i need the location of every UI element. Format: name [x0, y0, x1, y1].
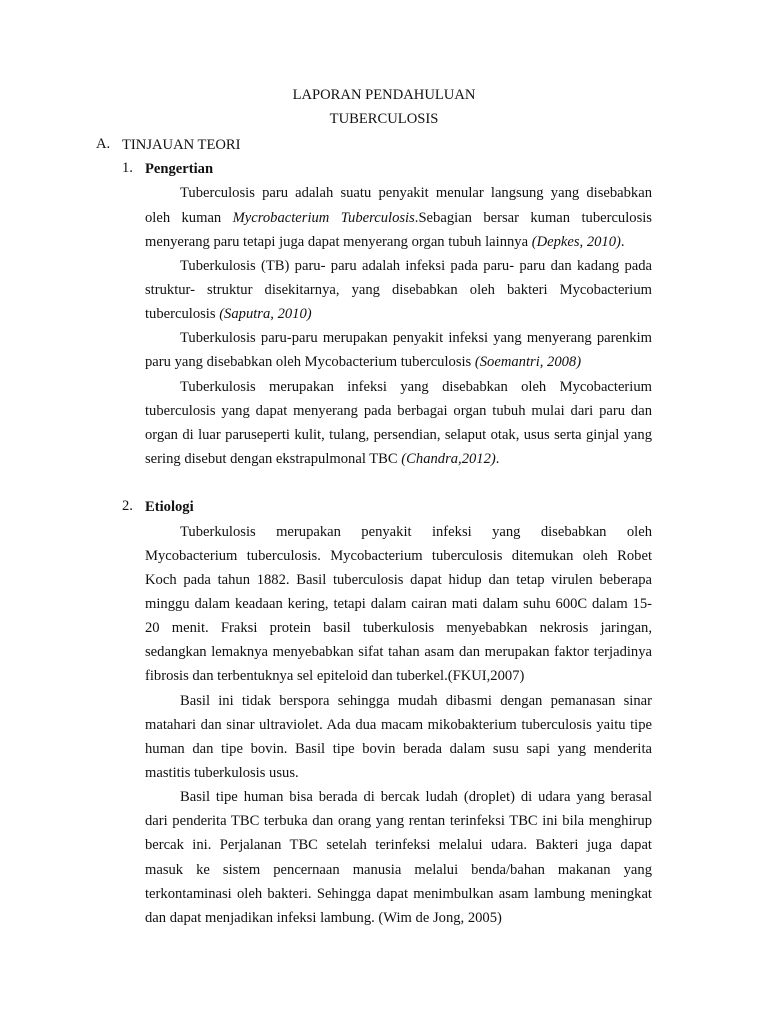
paragraph-line: Tuberkulosis paru-paru merupakan penyakit infeksi yang menyerang parenkim: [180, 330, 652, 346]
paragraph-line: Tuberkulosis merupakan infeksi yang disebabkan oleh Mycobacterium: [180, 379, 652, 395]
paragraph-line: struktur- struktur disekitarnya, yang disebabkan oleh bakteri Mycobacterium: [145, 282, 652, 298]
citation: (Soemantri, 2008): [474, 354, 582, 370]
paragraph-line: fibrosis dan terbentuknya sel epiteloid dan tuberkel.(FKUI,2007): [145, 668, 525, 684]
paragraph-line: terkontaminasi oleh bakteri. Sehingga dapat menimbulkan asam lambung meningkat: [145, 886, 652, 902]
section-a-title: TINJAUAN TEORI: [122, 137, 241, 153]
paragraph-line: human dan tipe bovin. Basil tipe bovin berada dalam susu sapi yang menderita: [145, 741, 652, 757]
paragraph-line: bercak ini. Perjalanan TBC setelah terinfeksi melalui udara. Bakteri juga dapat: [145, 837, 652, 853]
paragraph-line: tuberculosis yang dapat menyerang pada berbagai organ tubuh mulai dari paru dan: [145, 403, 652, 419]
paragraph-line: dari penderita TBC terbuka dan orang yang rentan terinfeksi TBC ini bila menghirup: [145, 813, 652, 829]
citation: (Chandra,2012): [401, 451, 496, 467]
paragraph-line: minggu dalam keadaan kering, tetapi dalam cairan mati dalam suhu 600C dalam 15-: [145, 596, 652, 612]
section-a-letter: A.: [96, 136, 111, 152]
paragraph-line: Tuberculosis paru adalah suatu penyakit menular langsung yang disebabkan: [180, 185, 652, 201]
paragraph-line: Koch pada tahun 1882. Basil tuberculosis dapat hidup dan tetap virulen beberapa: [145, 572, 652, 588]
paragraph-line: Tuberkulosis merupakan penyakit infeksi yang disebabkan oleh: [180, 524, 652, 540]
paragraph-line: mastitis tuberkulosis usus.: [145, 765, 299, 781]
paragraph-line: Basil ini tidak berspora sehingga mudah dibasmi dengan pemanasan sinar: [180, 693, 652, 709]
citation: (Saputra, 2010): [219, 306, 312, 322]
section-2-heading: Etiologi: [145, 499, 194, 515]
paragraph-line: Mycobacterium tuberculosis. Mycobacterium tuberculosis ditemukan oleh Robet: [145, 548, 652, 564]
section-1-number: 1.: [122, 160, 133, 176]
paragraph-line: sedangkan lemaknya menyebabkan sifat tahan asam dan merupakan faktor terjadinya: [145, 644, 652, 660]
paragraph-line: menyerang paru tetapi juga dapat menyerang organ tubuh lainnya (Depkes, 2010).: [145, 234, 625, 250]
paragraph-line: sering disebut dengan ekstrapulmonal TBC (Chandra,2012).: [145, 451, 500, 467]
section-2-number: 2.: [122, 498, 133, 514]
paragraph-line: tuberculosis (Saputra, 2010): [145, 306, 312, 322]
section-1-heading: Pengertian: [145, 161, 214, 177]
document-title: LAPORAN PENDAHULUAN: [292, 87, 476, 103]
document-subtitle: TUBERCULOSIS: [329, 111, 439, 127]
paragraph-line: oleh kuman Mycrobacterium Tuberculosis.Sebagian bersar kuman tuberculosis: [145, 210, 652, 226]
paragraph-line: paru yang disebabkan oleh Mycobacterium tuberculosis (Soemantri, 2008): [145, 354, 582, 370]
citation: (Depkes, 2010): [531, 234, 621, 250]
paragraph-line: 20 menit. Fraksi protein basil tuberkulosis menyebabkan nekrosis jaringan,: [145, 620, 652, 636]
paragraph-line: Tuberkulosis (TB) paru- paru adalah infeksi pada paru- paru dan kadang pada: [180, 258, 652, 274]
paragraph-line: Basil tipe human bisa berada di bercak ludah (droplet) di udara yang berasal: [180, 789, 652, 805]
paragraph-line: organ di luar paruseperti kulit, tulang, persendian, selaput otak, usus serta ginjal yang: [145, 427, 652, 443]
paragraph-line: matahari dan sinar ultraviolet. Ada dua macam mikobakterium tuberculosis yaitu tipe: [145, 717, 652, 733]
paragraph-line: dan dapat menjadikan infeksi lambung. (Wim de Jong, 2005): [145, 910, 502, 926]
paragraph-line: masuk ke sistem pencernaan manusia melalui benda/bahan makanan yang: [145, 862, 652, 878]
